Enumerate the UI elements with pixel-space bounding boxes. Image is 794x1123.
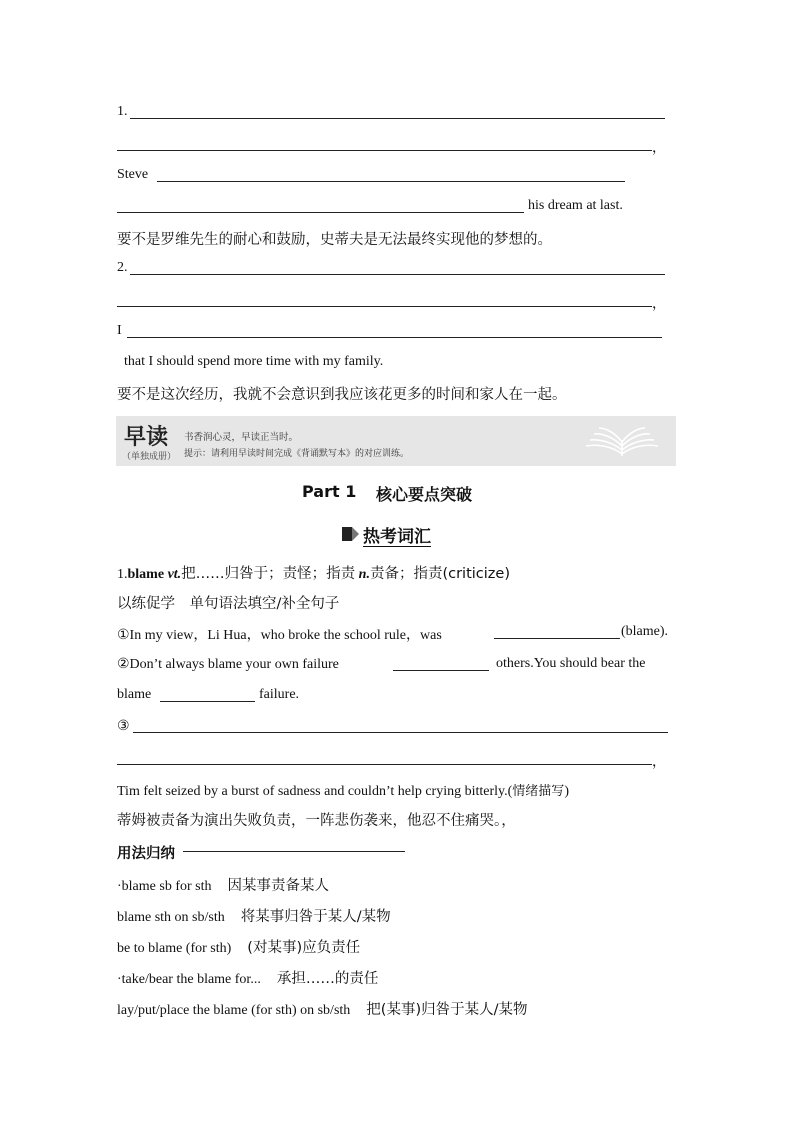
comma: ， xyxy=(652,297,666,312)
comma: ， xyxy=(652,141,666,156)
item1-steve: Steve xyxy=(117,167,149,182)
usage-en: be to blame (for sth) xyxy=(117,941,232,956)
item2-tail: that I should spend more time with my family. xyxy=(124,354,384,369)
usage-cn: 承担……的责任 xyxy=(276,971,379,987)
usage-item xyxy=(117,905,391,926)
part-title: 核心要点突破 xyxy=(376,485,473,504)
usage-rule xyxy=(183,851,405,852)
entry-heading xyxy=(117,562,510,583)
q1-hint: (blame). xyxy=(621,624,669,639)
banner-subtitle: （单独成册） xyxy=(122,452,177,462)
q2-blank2[interactable] xyxy=(160,701,255,702)
entry-pos1: vt. xyxy=(167,567,182,582)
banner-line2: 提示：请利用早读时间完成《背诵默写本》的对应训练。 xyxy=(184,449,410,459)
usage-item xyxy=(117,967,378,988)
answer-line[interactable] xyxy=(127,337,662,338)
entry-def1: 把……归咎于；责怪；指责 xyxy=(181,566,356,582)
comma: ， xyxy=(652,755,666,770)
usage-cn: 将某事归咎于某人/某物 xyxy=(240,909,391,925)
answer-line[interactable] xyxy=(117,306,652,307)
answer-line[interactable] xyxy=(157,181,625,182)
q3-number: ③ xyxy=(117,719,130,734)
entry-word: blame xyxy=(127,567,165,582)
item2-number: 2. xyxy=(117,260,128,275)
answer-line[interactable] xyxy=(117,764,652,765)
q3-close: ) xyxy=(564,784,569,799)
usage-en: blame sth on sb/sth xyxy=(117,910,225,925)
practice-title: 以练促学 单句语法填空/补全句子 xyxy=(117,596,340,612)
banner-title: 早读 xyxy=(124,425,169,450)
item1-chinese: 要不是罗维先生的耐心和鼓励，史蒂夫是无法最终实现他的梦想的。 xyxy=(117,232,552,248)
usage-cn: (对某事)应负责任 xyxy=(247,940,361,956)
item1-tail: his dream at last. xyxy=(528,198,623,213)
q1-text: ①In my view，Li Hua，who broke the school rule，was xyxy=(117,628,442,643)
q2-blank1[interactable] xyxy=(393,670,489,671)
q3-chinese: 蒂姆被责备为演出失败负责，一阵悲伤袭来，他忍不住痛哭。， xyxy=(117,813,516,829)
entry-pos2: n. xyxy=(358,567,370,582)
answer-line[interactable] xyxy=(133,732,668,733)
item2-i: I xyxy=(117,323,122,338)
q3-english xyxy=(117,780,569,800)
usage-en: lay/put/place the blame (for sth) on sb/sth xyxy=(117,1003,351,1018)
usage-item xyxy=(117,998,527,1019)
q2-line2-end: failure. xyxy=(259,687,300,702)
answer-line[interactable] xyxy=(130,118,665,119)
part-label: Part 1 xyxy=(302,482,357,501)
item1-number: 1. xyxy=(117,104,128,119)
q2-line2-start: blame xyxy=(117,687,152,702)
open-book-icon xyxy=(582,424,662,460)
entry-number: 1. xyxy=(117,567,128,582)
q1-blank[interactable] xyxy=(494,638,620,639)
banner-line1: 书香润心灵，早读正当时。 xyxy=(184,432,299,443)
usage-title: 用法归纳 xyxy=(117,846,175,862)
usage-item xyxy=(117,936,360,957)
answer-line[interactable] xyxy=(117,150,652,151)
q2-mid: others.You should bear the xyxy=(496,656,646,671)
answer-line[interactable] xyxy=(117,212,524,213)
bookmark-icon xyxy=(342,526,360,542)
usage-cn: 把(某事)归咎于某人/某物 xyxy=(366,1002,528,1018)
item2-chinese: 要不是这次经历，我就不会意识到我应该花更多的时间和家人在一起。 xyxy=(117,387,567,403)
usage-en: ·take/bear the blame for... xyxy=(117,972,261,987)
section-title: 热考词汇 xyxy=(363,527,431,547)
answer-line[interactable] xyxy=(130,274,665,275)
q3-tag: 情绪描写 xyxy=(512,784,565,799)
q2-text: ②Don’t always blame your own failure xyxy=(117,657,339,672)
q3-sentence: Tim felt seized by a burst of sadness and couldn’t help crying bitterly.( xyxy=(117,784,513,799)
morning-reading-banner xyxy=(116,416,676,466)
entry-def2: 责备；指责(criticize) xyxy=(369,566,510,582)
usage-cn: 因某事责备某人 xyxy=(227,878,329,894)
usage-item xyxy=(117,874,329,895)
usage-en: ·blame sb for sth xyxy=(117,879,212,894)
